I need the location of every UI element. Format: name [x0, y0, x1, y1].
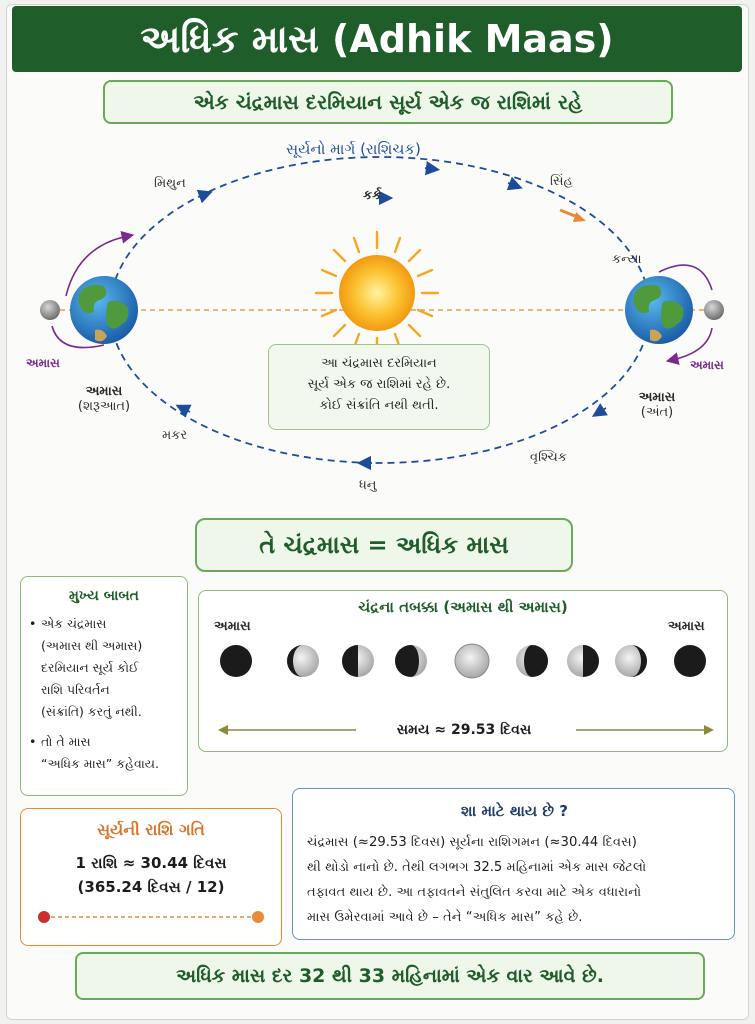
amas-left-tag: અમાસ [26, 356, 60, 370]
footer-text: અધિક માસ દર 32 થી 33 મહિનામાં એક વાર આવે છે. [176, 965, 604, 987]
moon-phases-title: ચંદ્રના તબક્કા (અમાસ થી અમાસ) [358, 598, 568, 616]
why-card [292, 788, 735, 940]
sign-dhanu: ધનુ [359, 478, 377, 493]
orbit-note-line: આ ચંદ્રમાસ દરમિયાન [321, 356, 437, 371]
orbit-note-line: સૂર્ય એક જ રાશિમાં રહે છે. [307, 377, 451, 392]
phases-amas-left: અમાસ [214, 619, 251, 634]
moon-phase-row [210, 640, 720, 684]
result-box [195, 518, 573, 572]
earth-right-icon [625, 276, 693, 344]
moon-phase-full [455, 644, 489, 678]
sign-sinh: સિંહ [550, 174, 573, 189]
bullet-icon: • [29, 734, 37, 749]
page-title: અધિક માસ (Adhik Maas) [12, 6, 742, 72]
orbit-note-line: કોઈ સંક્રાંતિ નથી થતી. [319, 398, 439, 413]
result-text: તે ચંદ્રમાસ = અધિક માસ [259, 531, 509, 559]
subtitle-box [103, 80, 673, 124]
why-title: શા માટે થાય છે ? [461, 802, 568, 820]
key-point-line: રાશિ પરિવર્તન [41, 682, 110, 697]
sign-kark: કર્ક [363, 188, 382, 203]
orbit-note-box [268, 344, 490, 430]
phases-duration: સમય ≈ 29.53 દિવસ [396, 722, 532, 738]
amas-right-tag: અમાસ [690, 358, 724, 372]
orbit-arrow [508, 183, 516, 186]
footer-box [75, 952, 705, 1000]
key-point-bullet [29, 613, 179, 723]
key-point-line: એક ચંદ્રમાસ [41, 616, 107, 631]
orbit-path-title: સૂર્યનો માર્ગ (રાશિચક) [286, 140, 421, 158]
key-points-card [20, 576, 188, 796]
amas-end-label [622, 390, 692, 420]
earth-left-icon [70, 276, 138, 344]
why-line: ચંદ્રમાસ (≈29.53 દિવસ) સૂર્યના રાશિગમન (≈30.44 દિવસ) [307, 835, 637, 850]
amas-start-label [64, 384, 144, 414]
amas-end-title: અમાસ [638, 390, 676, 405]
moon-phase-new [220, 645, 252, 677]
moon-right-icon [704, 300, 724, 320]
amas-start-title: અમાસ [85, 384, 123, 399]
orbit-arrow [598, 408, 606, 413]
why-line: તફાવત થાય છે. આ તફાવતને સંતુલિત કરવા માટે એક વધારાનો [307, 885, 642, 900]
moon-phase-waxing-gibbous [395, 645, 427, 677]
phases-amas-right: અમાસ [668, 619, 705, 634]
why-line: થી થોડો નાનો છે. તેથી લગભગ 32.5 મહિનામાં એક માસ જેટલો [307, 860, 647, 875]
moon-left-icon [40, 300, 60, 320]
sign-kanya: કન્યા [612, 252, 642, 267]
sign-makar: મકર [162, 428, 188, 443]
orbit-diagram [0, 130, 755, 510]
moon-phase-waxing-crescent [287, 645, 319, 677]
sun-icon [316, 232, 438, 354]
subtitle: એક ચંદ્રમાસ દરમિયાન સૂર્ય એક જ રાશિમાં રહે [193, 90, 583, 114]
key-point-line: (અમાસ થી અમાસ) [41, 638, 143, 653]
moon-phase-last-quarter [567, 645, 599, 677]
key-point-line: તો તે માસ [41, 734, 91, 749]
sun-motion-line1: 1 રાશિ ≈ 30.44 દિવસ [75, 854, 227, 872]
sun-motion-arrowhead [573, 212, 586, 222]
sign-vrushchik: વૃશ્ચિક [530, 450, 567, 465]
sun-motion-line2: (365.24 દિવસ / 12) [77, 878, 225, 896]
key-point-bullet [29, 731, 179, 775]
key-point-line: દરમિયાન સૂર્ય કોઈ [41, 660, 139, 675]
why-line: માસ ઉમેરવામાં આવે છે – તેને “અધિક માસ” કહે છે. [307, 910, 583, 925]
sign-mithun: મિથુન [154, 176, 186, 191]
amas-end-sub: (અંત) [640, 405, 674, 420]
key-point-line: (સંક્રાંતિ) કરતું નથી. [41, 704, 142, 719]
orbit-arrow [425, 168, 433, 169]
moon-phase-waning-crescent [615, 645, 647, 677]
key-point-line: “અધિક માસ” કહેવાય. [41, 756, 160, 771]
key-points-title: મુખ્ય બાબત [69, 588, 139, 604]
bullet-icon: • [29, 616, 37, 631]
moon-phase-new-end [674, 645, 706, 677]
orbit-arrow [182, 408, 190, 412]
moon-phase-waning-gibbous [516, 645, 548, 677]
moon-phase-first-quarter [342, 645, 374, 677]
rashi-span-line [34, 908, 270, 926]
sun-motion-title: સૂર્યની રાશિ ગતિ [97, 820, 205, 839]
amas-start-sub: (શરૂઆત) [77, 399, 131, 414]
